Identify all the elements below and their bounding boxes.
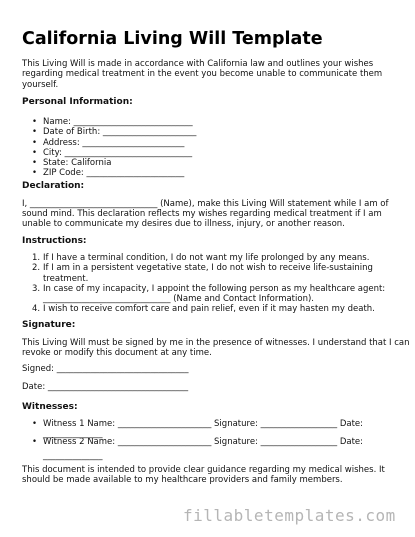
list-number: 2. [32,263,41,274]
list-item: • ZIP Code: _______________________ [32,168,196,178]
closing-text: should be made available to my healthcare providers and family members. [22,475,343,485]
list-item: • Name: ____________________________ [32,117,196,127]
witness-2-text: Witness 2 Name: ______________________ Signature: __________________ Date: [43,437,363,447]
signature-text: revoke or modify this document at any time. [22,348,212,358]
bullet: • [32,419,38,429]
witness-1-date-line: ______________ [43,429,103,439]
list-number: 3. [32,283,41,294]
list-number: 1. [32,253,41,263]
signature-text: This Living Will must be signed by me in the presence of witnesses. I understand that I can [22,338,410,348]
bullet: • [32,437,38,447]
declaration-line: I, ______________________________ (Name), make this Living Will statement while I am of [22,199,389,209]
declaration-line: unable to communicate my desires due to illness, injury, or another reason. [22,219,345,229]
watermark-logo: fillabletemplates.com [183,506,396,525]
witnesses-heading: Witnesses: [22,402,78,412]
list-item [32,304,392,314]
list-item: • State: California [32,158,196,168]
list-item [32,263,392,284]
declaration-heading: Declaration: [22,181,85,191]
witness-1-row[interactable] [32,419,363,429]
witness-2-date-line: ______________ [43,451,103,461]
list-text: If I am in a persistent vegetative state, I do not wish to receive life-sustaining treatment. [43,263,373,284]
list-text: In case of my incapacity, I appoint the following person as my healthcare agent: ______________________________ (Name and Contact Information). [43,283,386,305]
intro-paragraph: This Living Will is made in accordance with California law and outlines your wishes regarding medical treatment in the event you become unable to communicate them yourself. [22,59,383,90]
witness-1-text: Witness 1 Name: ______________________ Signature: __________________ Date: [43,419,363,429]
witness-2-row[interactable] [32,437,363,447]
declaration-line: sound mind. This declaration reflects my wishes regarding medical treatment if I am [22,209,382,219]
instructions-list [32,253,392,315]
signed-field[interactable]: Signed: _______________________________ [22,364,189,374]
closing-text: This document is intended to provide clear guidance regarding my medical wishes. It [22,465,385,475]
list-item: • Address: ________________________ [32,138,196,148]
personal-info-heading: Personal Information: [22,97,133,107]
list-item [32,253,392,263]
instructions-heading: Instructions: [22,236,87,246]
list-item [32,284,392,305]
signature-heading: Signature: [22,320,76,330]
list-text: If I have a terminal condition, I do not want my life prolonged by any means. [43,253,370,263]
list-item: • Date of Birth: ______________________ [32,127,196,137]
list-item: • City: ______________________________ [32,148,196,158]
document-title: California Living Will Template [22,29,323,49]
witness-2-date-continuation [32,451,103,461]
personal-info-list [32,117,196,179]
date-field[interactable]: Date: _________________________________ [22,382,189,392]
list-text: I wish to receive comfort care and pain relief, even if it may hasten my death. [43,304,375,315]
list-number: 4. [32,304,41,315]
